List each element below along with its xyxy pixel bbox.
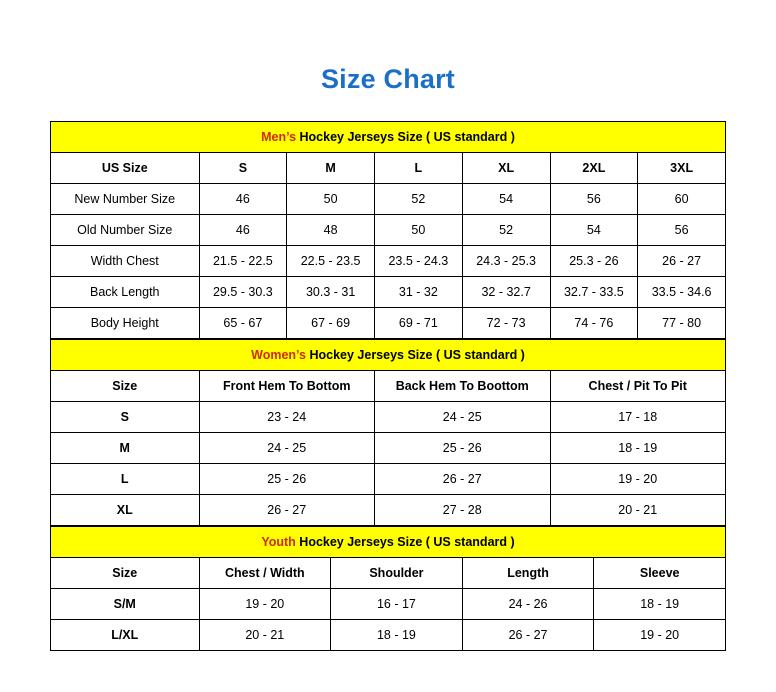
womens-cell-1-2: 18 - 19 — [550, 433, 726, 464]
mens-cell-4-0: 65 - 67 — [199, 308, 287, 339]
mens-cell-1-0: 46 — [199, 215, 287, 246]
womens-header-rest: Hockey Jerseys Size ( US standard ) — [306, 348, 525, 362]
womens-cell-3-0: 26 - 27 — [199, 495, 375, 526]
table-row — [51, 308, 726, 339]
youth-cell-0-0: 19 - 20 — [199, 589, 331, 620]
youth-header-accent: Youth — [261, 535, 296, 549]
mens-col-3: L — [375, 153, 463, 184]
womens-cell-1-0: 24 - 25 — [199, 433, 375, 464]
youth-col-1: Chest / Width — [199, 558, 331, 589]
womens-row-label-0: S — [51, 402, 200, 433]
youth-cell-1-2: 26 - 27 — [462, 620, 594, 651]
mens-col-1: S — [199, 153, 287, 184]
womens-cell-2-1: 26 - 27 — [375, 464, 551, 495]
mens-cell-0-1: 50 — [287, 184, 375, 215]
table-row — [51, 620, 726, 651]
womens-header-accent: Women’s — [251, 348, 306, 362]
mens-column-headers — [51, 153, 726, 184]
youth-cell-1-0: 20 - 21 — [199, 620, 331, 651]
womens-col-0: Size — [51, 371, 200, 402]
womens-cell-2-0: 25 - 26 — [199, 464, 375, 495]
size-chart-container — [50, 121, 726, 651]
page-title: Size Chart — [320, 64, 456, 94]
womens-cell-0-1: 24 - 25 — [375, 402, 551, 433]
youth-cell-0-1: 16 - 17 — [331, 589, 463, 620]
womens-col-3: Chest / Pit To Pit — [550, 371, 726, 402]
table-row — [51, 215, 726, 246]
table-row — [51, 464, 726, 495]
youth-cell-1-1: 18 - 19 — [331, 620, 463, 651]
mens-cell-3-3: 32 - 32.7 — [462, 277, 550, 308]
youth-section-header — [51, 527, 726, 558]
mens-cell-4-5: 77 - 80 — [638, 308, 726, 339]
mens-cell-3-1: 30.3 - 31 — [287, 277, 375, 308]
mens-cell-2-4: 25.3 - 26 — [550, 246, 638, 277]
table-row — [51, 246, 726, 277]
mens-cell-1-1: 48 — [287, 215, 375, 246]
womens-cell-1-1: 25 - 26 — [375, 433, 551, 464]
mens-cell-2-3: 24.3 - 25.3 — [462, 246, 550, 277]
youth-header-rest: Hockey Jerseys Size ( US standard ) — [295, 535, 515, 549]
mens-cell-3-4: 32.7 - 33.5 — [550, 277, 638, 308]
mens-col-2: M — [287, 153, 375, 184]
mens-cell-4-2: 69 - 71 — [375, 308, 463, 339]
youth-row-label-0: S/M — [51, 589, 200, 620]
youth-col-0: Size — [51, 558, 200, 589]
womens-cell-0-0: 23 - 24 — [199, 402, 375, 433]
mens-cell-0-3: 54 — [462, 184, 550, 215]
womens-row-label-2: L — [51, 464, 200, 495]
mens-row-label-3: Back Length — [51, 277, 200, 308]
womens-section-header — [51, 340, 726, 371]
womens-row-label-1: M — [51, 433, 200, 464]
table-row — [51, 402, 726, 433]
mens-cell-2-1: 22.5 - 23.5 — [287, 246, 375, 277]
mens-row-label-2: Width Chest — [51, 246, 200, 277]
mens-section-header — [51, 122, 726, 153]
youth-size-table — [50, 526, 726, 651]
mens-cell-2-5: 26 - 27 — [638, 246, 726, 277]
youth-cell-0-3: 18 - 19 — [594, 589, 726, 620]
womens-col-2: Back Hem To Boottom — [375, 371, 551, 402]
mens-cell-1-3: 52 — [462, 215, 550, 246]
mens-cell-0-2: 52 — [375, 184, 463, 215]
womens-column-headers — [51, 371, 726, 402]
mens-cell-1-4: 54 — [550, 215, 638, 246]
mens-col-6: 3XL — [638, 153, 726, 184]
youth-cell-0-2: 24 - 26 — [462, 589, 594, 620]
mens-row-label-4: Body Height — [51, 308, 200, 339]
table-row — [51, 277, 726, 308]
mens-cell-3-5: 33.5 - 34.6 — [638, 277, 726, 308]
mens-col-4: XL — [462, 153, 550, 184]
youth-col-3: Length — [462, 558, 594, 589]
mens-cell-4-3: 72 - 73 — [462, 308, 550, 339]
womens-cell-3-2: 20 - 21 — [550, 495, 726, 526]
mens-cell-0-4: 56 — [550, 184, 638, 215]
mens-cell-3-2: 31 - 32 — [375, 277, 463, 308]
womens-size-table — [50, 339, 726, 526]
mens-header-accent: Men’s — [261, 130, 297, 144]
womens-col-1: Front Hem To Bottom — [199, 371, 375, 402]
mens-cell-1-5: 56 — [638, 215, 726, 246]
youth-column-headers — [51, 558, 726, 589]
mens-cell-1-2: 50 — [375, 215, 463, 246]
youth-row-label-1: L/XL — [51, 620, 200, 651]
youth-cell-1-3: 19 - 20 — [594, 620, 726, 651]
womens-cell-3-1: 27 - 28 — [375, 495, 551, 526]
womens-cell-0-2: 17 - 18 — [550, 402, 726, 433]
mens-row-label-0: New Number Size — [51, 184, 200, 215]
youth-col-2: Shoulder — [331, 558, 463, 589]
mens-row-label-1: Old Number Size — [51, 215, 200, 246]
mens-cell-0-5: 60 — [638, 184, 726, 215]
table-row — [51, 184, 726, 215]
mens-cell-4-4: 74 - 76 — [550, 308, 638, 339]
table-row — [51, 495, 726, 526]
womens-row-label-3: XL — [51, 495, 200, 526]
youth-col-4: Sleeve — [594, 558, 726, 589]
womens-cell-2-2: 19 - 20 — [550, 464, 726, 495]
mens-cell-3-0: 29.5 - 30.3 — [199, 277, 287, 308]
mens-header-rest: Hockey Jerseys Size ( US standard ) — [296, 130, 515, 144]
mens-cell-2-2: 23.5 - 24.3 — [375, 246, 463, 277]
table-row — [51, 589, 726, 620]
table-row — [51, 433, 726, 464]
mens-col-0: US Size — [51, 153, 200, 184]
mens-cell-4-1: 67 - 69 — [287, 308, 375, 339]
mens-size-table — [50, 121, 726, 339]
mens-cell-2-0: 21.5 - 22.5 — [199, 246, 287, 277]
mens-cell-0-0: 46 — [199, 184, 287, 215]
mens-col-5: 2XL — [550, 153, 638, 184]
